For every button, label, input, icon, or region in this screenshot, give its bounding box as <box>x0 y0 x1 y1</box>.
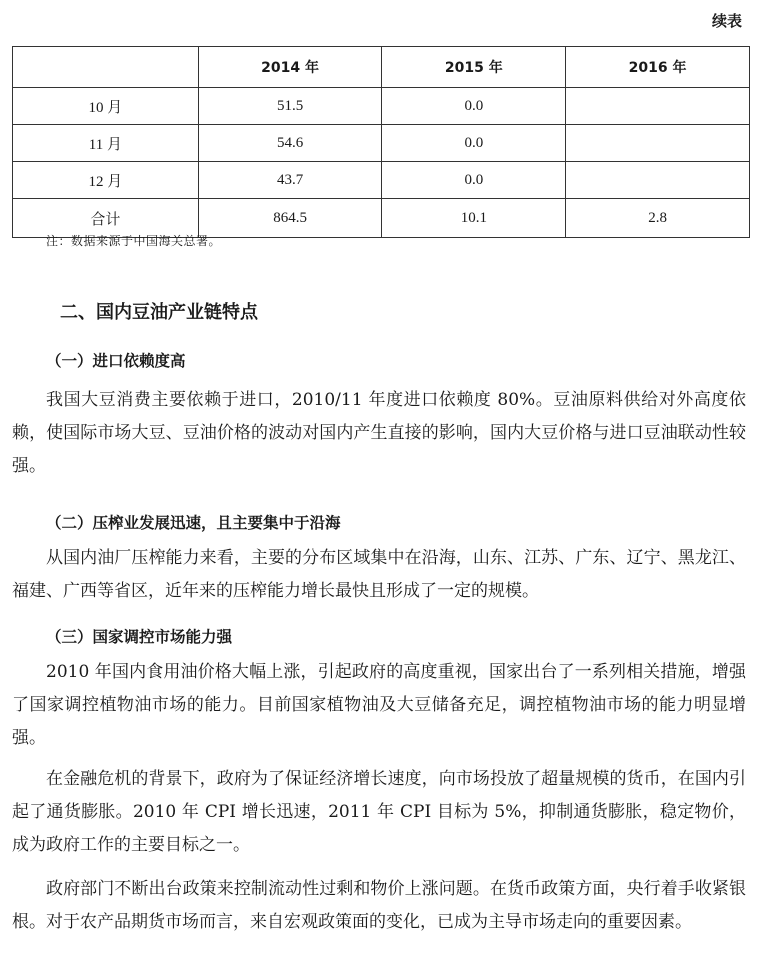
paragraph: 从国内油厂压榨能力来看，主要的分布区域集中在沿海，山东、江苏、广东、辽宁、黑龙江、福建、广西等省区，近年来的压榨能力增长最快且形成了一定的规模。 <box>12 548 746 601</box>
table-header-cell <box>13 47 199 88</box>
table-cell: 43.7 <box>198 162 382 199</box>
table-cell: 51.5 <box>198 88 382 125</box>
paragraph: 政府部门不断出台政策来控制流动性过剩和物价上涨问题。在货币政策方面，央行着手收紧银根。对于农产品期货市场而言，来自宏观政策面的变化，已成为主导市场走向的重要因素。 <box>12 879 746 932</box>
paragraph: 在金融危机的背景下，政府为了保证经济增长速度，向市场投放了超量规模的货币，在国内引起了通货膨胀。2010 年 CPI 增长迅速，2011 年 CPI 目标为 5%，抑制通货膨胀，稳定物价，成为政府工作的主要目标之一。 <box>12 769 746 855</box>
table-cell-total-label: 合计 <box>13 199 199 238</box>
section-title: 二、国内豆油产业链特点 <box>60 302 258 323</box>
table-cell: 54.6 <box>198 125 382 162</box>
table-cell: 10.1 <box>382 199 566 238</box>
continued-table-label: 续表 <box>711 12 742 30</box>
import-data-table <box>12 46 750 238</box>
table-cell: 864.5 <box>198 199 382 238</box>
table-cell: 0.0 <box>382 88 566 125</box>
table-cell <box>566 162 750 199</box>
table-cell: 0.0 <box>382 125 566 162</box>
table-header-cell: 2016 年 <box>566 47 750 88</box>
table-row <box>13 125 750 162</box>
table-source-note: 注：数据来源于中国海关总署。 <box>46 234 222 248</box>
subsection-title-import-dependence: （一）进口依赖度高 <box>46 352 186 370</box>
table-cell-month: 11 月 <box>13 125 199 162</box>
paragraph: 我国大豆消费主要依赖于进口，2010/11 年度进口依赖度 80%。豆油原料供给对外高度依赖，使国际市场大豆、豆油价格的波动对国内产生直接的影响，国内大豆价格与进口豆油联动性较强。 <box>12 390 746 476</box>
table-row <box>13 88 750 125</box>
table-cell-month: 10 月 <box>13 88 199 125</box>
table-cell: 2.8 <box>566 199 750 238</box>
subsection-title-crushing-industry: （二）压榨业发展迅速，且主要集中于沿海 <box>46 514 341 532</box>
paragraph: 2010 年国内食用油价格大幅上涨，引起政府的高度重视，国家出台了一系列相关措施，增强了国家调控植物油市场的能力。目前国家植物油及大豆储备充足，调控植物油市场的能力明显增强。 <box>12 662 746 748</box>
table-header-cell: 2014 年 <box>198 47 382 88</box>
table-cell-month: 12 月 <box>13 162 199 199</box>
table-header-row <box>13 47 750 88</box>
table-cell <box>566 125 750 162</box>
table-cell: 0.0 <box>382 162 566 199</box>
table-cell <box>566 88 750 125</box>
table-header-cell: 2015 年 <box>382 47 566 88</box>
subsection-title-state-regulation: （三）国家调控市场能力强 <box>46 628 233 646</box>
table-row <box>13 162 750 199</box>
